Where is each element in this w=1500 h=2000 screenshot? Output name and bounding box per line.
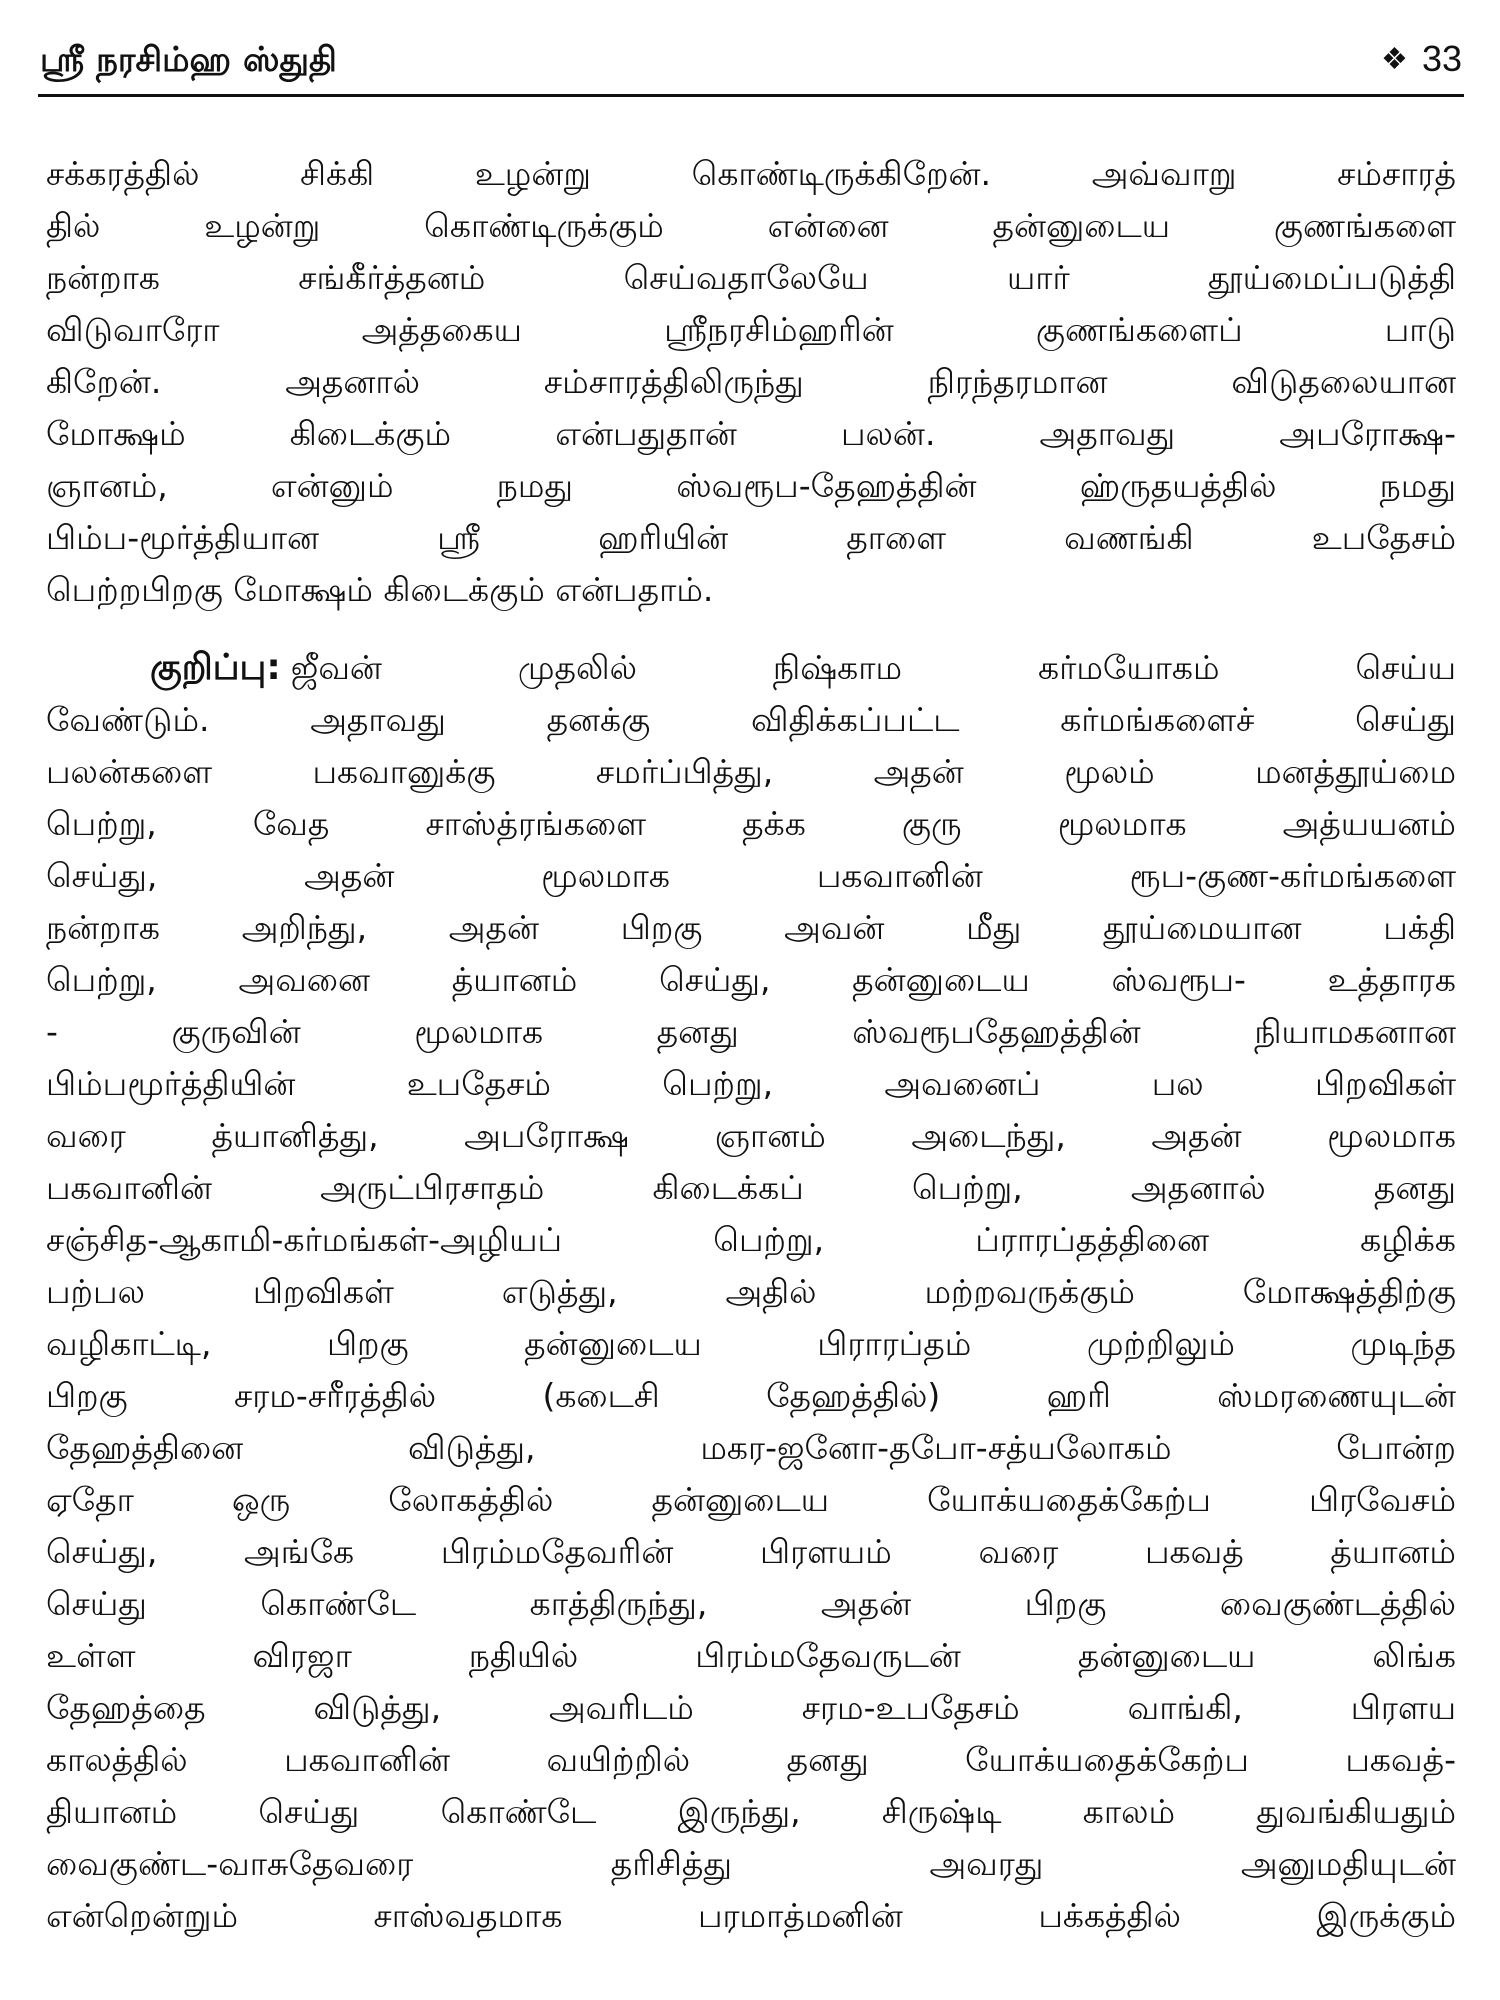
text-line: பெற்று, வேத சாஸ்த்ரங்களை தக்க குரு மூலமாக அத்யயனம்: [46, 804, 1456, 843]
paragraph-1: [46, 148, 1456, 616]
text-line: தேஹத்தை விடுத்து, அவரிடம் சரம-உபதேசம் வாங்கி, பிரளய: [46, 1688, 1456, 1727]
text-line: காலத்தில் பகவானின் வயிற்றில் தனது யோக்யதைக்கேற்ப பகவத்-: [46, 1740, 1456, 1779]
text-line: - குருவின் மூலமாக தனது ஸ்வரூபதேஹத்தின் நியாமகனான: [46, 1012, 1456, 1051]
running-header: [40, 34, 1462, 94]
text-line: பெற்றபிறகு மோக்ஷம் கிடைக்கும் என்பதாம்.: [46, 570, 714, 609]
text-line-content: ஜீவன் முதலில் நிஷ்காம கர்மயோகம் செய்ய: [290, 648, 1456, 687]
page-number: 33: [1421, 38, 1462, 79]
text-line: பகவானின் அருட்பிரசாதம் கிடைக்கப் பெற்று, அதனால் தனது: [46, 1168, 1456, 1207]
text-line: ஏதோ ஒரு லோகத்தில் தன்னுடைய யோக்யதைக்கேற்ப பிரவேசம்: [46, 1480, 1456, 1519]
paragraph-2-note: [46, 642, 1456, 1942]
text-line: பிம்பமூர்த்தியின் உபதேசம் பெற்று, அவனைப் பல பிறவிகள்: [46, 1064, 1456, 1103]
text-line: வரை த்யானித்து, அபரோக்ஷ ஞானம் அடைந்து, அதன் மூலமாக: [46, 1116, 1456, 1155]
text-line: சக்கரத்தில் சிக்கி உழன்று கொண்டிருக்கிறேன். அவ்வாறு சம்சாரத்: [46, 154, 1456, 193]
text-line: விடுவாரோ அத்தகைய ஸ்ரீநரசிம்ஹரின் குணங்களைப் பாடு: [46, 310, 1456, 349]
text-line: கிறேன். அதனால் சம்சாரத்திலிருந்து நிரந்தரமான விடுதலையான: [46, 362, 1456, 401]
text-line: சஞ்சித-ஆகாமி-கர்மங்கள்-அழியப் பெற்று, ப்ராரப்தத்தினை கழிக்க: [46, 1220, 1456, 1259]
text-line: பலன்களை பகவானுக்கு சமர்ப்பித்து, அதன் மூலம் மனத்தூய்மை: [46, 752, 1456, 791]
text-line: செய்து, அதன் மூலமாக பகவானின் ரூப-குண-கர்மங்களை: [46, 856, 1456, 895]
text-line: செய்து கொண்டே காத்திருந்து, அதன் பிறகு வைகுண்டத்தில்: [46, 1584, 1456, 1623]
text-line: மோக்ஷம் கிடைக்கும் என்பதுதான் பலன். அதாவது அபரோக்ஷ-: [46, 414, 1456, 453]
text-line: பிம்ப-மூர்த்தியான ஸ்ரீ ஹரியின் தாளை வணங்கி உபதேசம்: [46, 518, 1456, 557]
text-line: பெற்று, அவனை த்யானம் செய்து, தன்னுடைய ஸ்வரூப- உத்தாரக: [46, 960, 1456, 999]
text-line: தியானம் செய்து கொண்டே இருந்து, சிருஷ்டி காலம் துவங்கியதும்: [46, 1792, 1456, 1831]
text-line: [46, 642, 1456, 694]
text-line: நன்றாக சங்கீர்த்தனம் செய்வதாலேயே யார் தூய்மைப்படுத்தி: [46, 258, 1456, 297]
text-line: என்றென்றும் சாஸ்வதமாக பரமாத்மனின் பக்கத்தில் இருக்கும்: [46, 1896, 1456, 1935]
note-heading: குறிப்பு:: [150, 647, 281, 688]
text-line: உள்ள விரஜா நதியில் பிரம்மதேவருடன் தன்னுடைய லிங்க: [46, 1636, 1456, 1675]
text-line: வைகுண்ட-வாசுதேவரை தரிசித்து அவரது அனுமதியுடன்: [46, 1844, 1456, 1883]
text-line: வேண்டும். அதாவது தனக்கு விதிக்கப்பட்ட கர்மங்களைச் செய்து: [46, 700, 1456, 739]
text-line: ஞானம், என்னும் நமது ஸ்வரூப-தேஹத்தின் ஹ்ருதயத்தில் நமது: [46, 466, 1456, 505]
text-line: பிறகு சரம-சரீரத்தில் (கடைசி தேஹத்தில்) ஹரி ஸ்மரணையுடன்: [46, 1376, 1456, 1415]
text-line: செய்து, அங்கே பிரம்மதேவரின் பிரளயம் வரை பகவத் த்யானம்: [46, 1532, 1456, 1571]
text-line: வழிகாட்டி, பிறகு தன்னுடைய பிராரப்தம் முற்றிலும் முடிந்த: [46, 1324, 1456, 1363]
page-number-block: [1381, 38, 1462, 80]
book-title: ஸ்ரீ நரசிம்ஹ ஸ்துதி: [40, 40, 337, 80]
text-line: தேஹத்தினை விடுத்து, மகர-ஜனோ-தபோ-சத்யலோகம் போன்ற: [46, 1428, 1456, 1467]
text-line: நன்றாக அறிந்து, அதன் பிறகு அவன் மீது தூய்மையான பக்தி: [46, 908, 1456, 947]
text-line: பற்பல பிறவிகள் எடுத்து, அதில் மற்றவருக்கும் மோக்ஷத்திற்கு: [46, 1272, 1456, 1311]
header-rule: [38, 94, 1464, 97]
diamond-ornament-icon: ❖: [1381, 43, 1408, 76]
text-line: தில் உழன்று கொண்டிருக்கும் என்னை தன்னுடைய குணங்களை: [46, 206, 1456, 245]
